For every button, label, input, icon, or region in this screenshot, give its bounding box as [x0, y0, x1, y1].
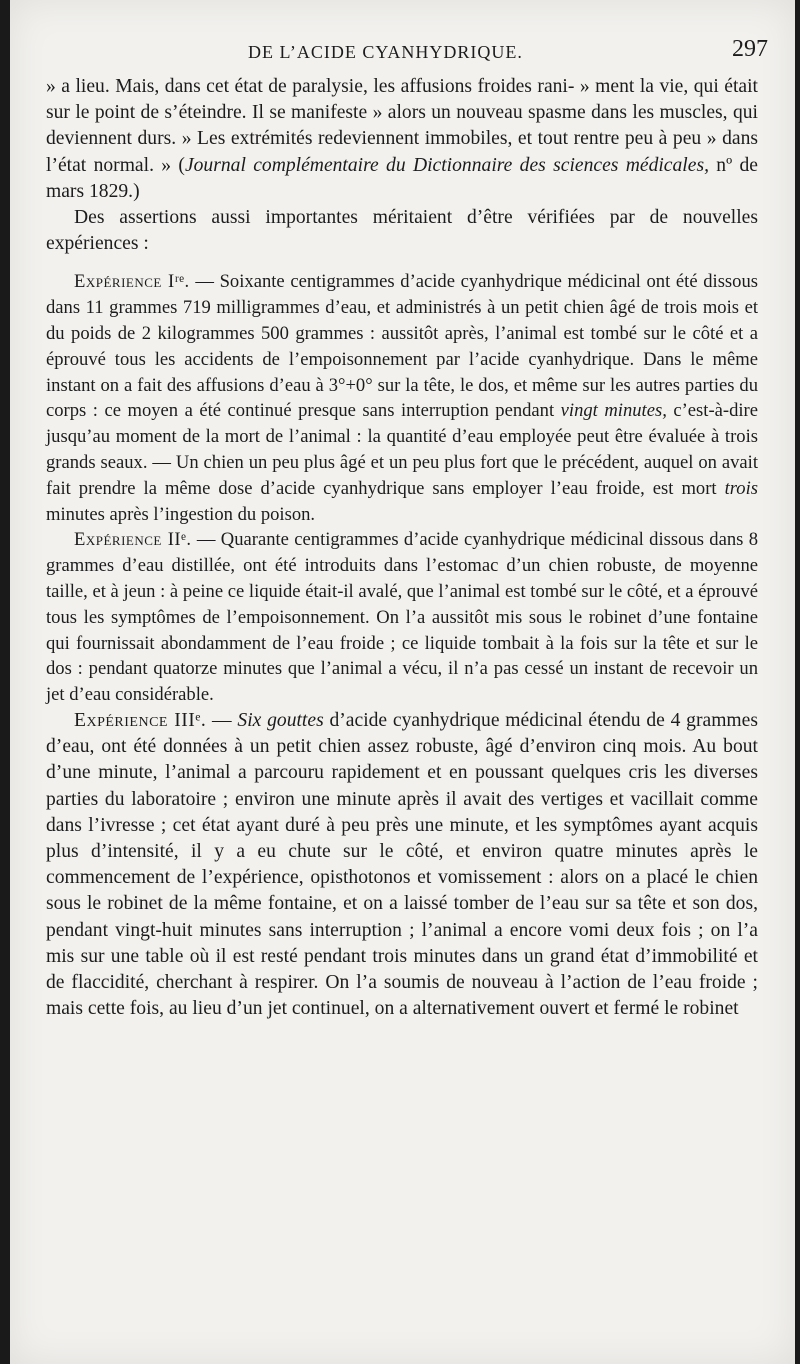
experience-3-paragraph [46, 708, 758, 1022]
experience-2-label: Expérience IIᵉ. [74, 529, 192, 551]
page-number: 297 [732, 36, 768, 62]
experience-3-label: Expérience IIIᵉ. [74, 709, 207, 731]
body-text [46, 74, 758, 1022]
experience-3-text: d’acide cyanhydrique médicinal étendu de 4 grammes d’eau, ont été données à un petit chien assez robuste, âgé d’environ cinq mois. Au bout d’une minute, l’animal a parcouru rapidement et en poussant quelques cris les diverses parties du laboratoire ; environ une minute après il avait des vertiges et vacillait comme dans l’ivresse ; cet état ayant duré à peu près une minute, et les symptômes ayant acquis plus d’intensité, il y a eu chute sur le côté, et environ quatre minutes après le commencement de l’expérience, opisthotonos et vomissement : alors on a placé le chien sous le robinet de la même fontaine, et on a laissé tomber de l’eau sur sa tête et son dos, pendant vingt-huit minutes sans interruption ; l’animal a encore vomi deux fois ; on l’a mis sur une table où il est resté pendant trois minutes dans un grand état d’immobilité et de flaccidité, cherchant à respirer. On l’a soumis de nouveau à l’action de l’eau froide ; mais cette fois, au lieu d’un jet continuel, on a alternativement ouvert et fermé le robinet [46, 709, 758, 1020]
experience-3-emphasis: Six gouttes [237, 709, 324, 731]
experience-2-text: — Quarante centigrammes d’acide cyanhydrique médicinal dissous dans 8 grammes d’eau distillée, ont été introduits dans l’estomac d’un chien robuste, de moyenne taille, et à jeun : à peine ce liquide était-il avalé, que l’animal est tombé sur le côté, et a éprouvé tous les symptômes de l’empoisonnement. On l’a aussitôt mis sous le robinet d’une fontaine qui fournissait abondamment de l’eau froide ; ce liquide tombait à la fois sur la tête et sur le dos : pendant quatorze minutes que l’animal a vécu, il n’a pas cessé un instant de recevoir un jet d’eau considérable. [46, 529, 759, 706]
experience-1-paragraph [46, 269, 758, 527]
experience-3-dash: — [206, 709, 238, 731]
experience-1-text-c: minutes après l’ingestion du poison. [46, 503, 316, 525]
experience-1-emphasis-a: vingt minutes, [560, 400, 667, 422]
section-gap [46, 257, 758, 269]
book-page [10, 0, 795, 1364]
running-title: DE L’ACIDE CYANHYDRIQUE. [248, 42, 523, 62]
quote-text: » a lieu. Mais, dans cet état de paralysie, les affusions froides rani- » ment la vie, qui était sur le point de s’éteindre. Il se manifeste » alors un nouveau spasme dans les muscles, qui deviennent durs. » Les extrémités redeviennent immobiles, et tout rentre peu à peu » dans l’état normal. » ( [46, 76, 758, 176]
quote-paragraph [46, 74, 758, 205]
experience-1-label: Expérience Iʳᵉ. [74, 271, 190, 293]
citation-title: Journal complémentaire du Dictionnaire des sciences médicales, [184, 154, 709, 176]
experience-2-paragraph [46, 527, 758, 708]
page-header [10, 36, 795, 70]
intro-paragraph: Des assertions aussi importantes méritaient d’être vérifiées par de nouvelles expériences : [46, 207, 758, 255]
experience-1-text-a: — Soixante centigrammes d’acide cyanhydrique médicinal ont été dissous dans 11 grammes 719 milligrammes d’eau, et administrés à un petit chien âgé de trois mois et du poids de 2 kilogrammes 500 grammes : aussitôt après, l’animal est tombé sur le côté et a éprouvé tous les accidents de l’empoisonnement par l’acide cyanhydrique. Dans le même instant on a fait des affusions d’eau à 3°+0° sur la tête, le dos, et même sur les autres parties du corps : ce moyen a été continué presque sans interruption pendant [46, 271, 758, 422]
experience-1-text-b: c’est-à-dire jusqu’au moment de la mort de l’animal : la quantité d’eau employée peut être évaluée à trois grands seaux. — Un chien un peu plus âgé et un peu plus fort que le précédent, auquel on avait fait prendre la même dose d’acide cyanhydrique sans employer l’eau froide, est mort [46, 400, 759, 499]
experience-1-emphasis-b: trois [724, 477, 758, 499]
citation-date: nº de mars 1829.) [46, 154, 758, 202]
